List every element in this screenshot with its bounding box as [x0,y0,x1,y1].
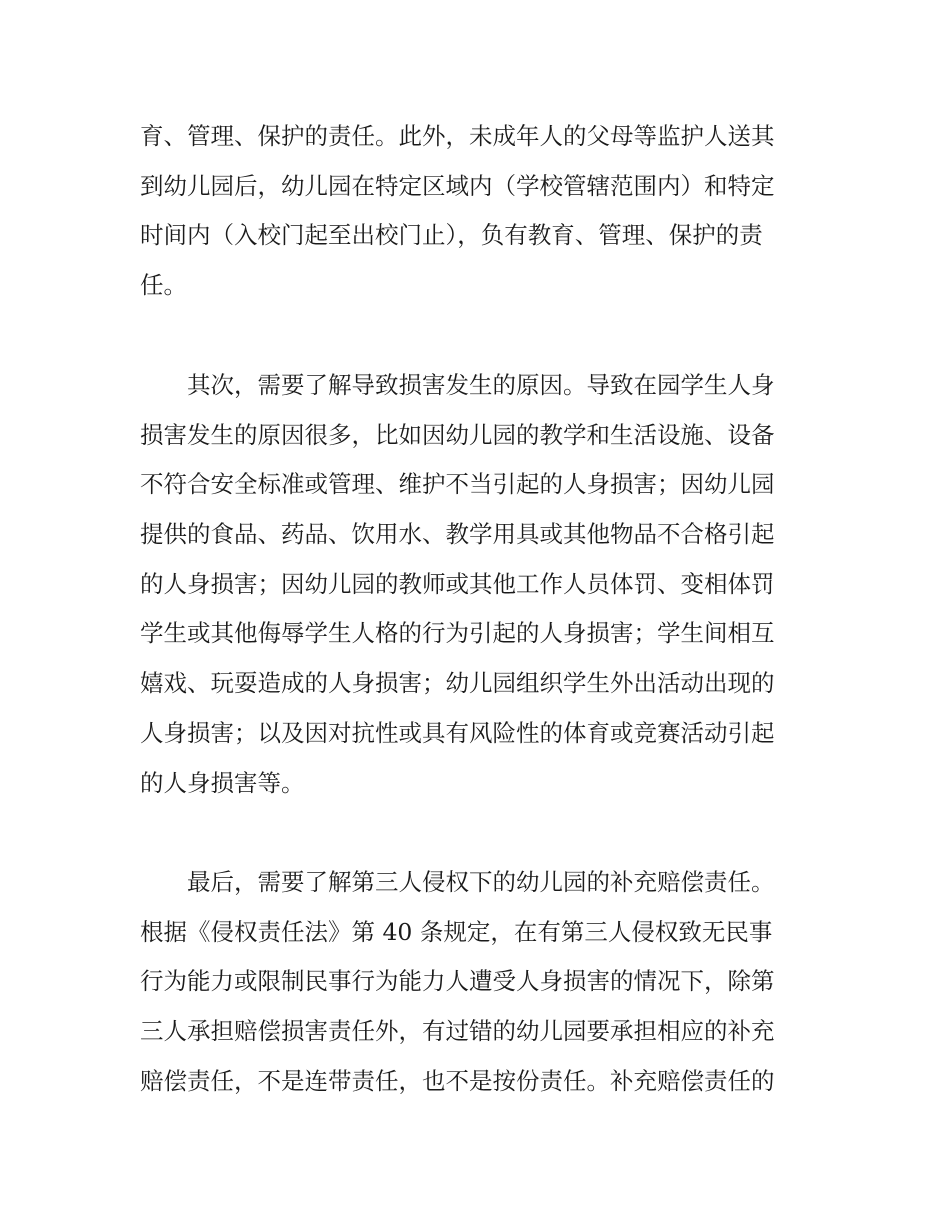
paragraph-guardianship-duty [140,112,820,311]
text-line: 三人承担赔偿损害责任外，有过错的幼儿园要承担相应的补充 [140,1017,775,1046]
text-line: 最后，需要了解第三人侵权下的幼儿园的补充赔偿责任。 [140,868,775,896]
text-line: 赔偿责任，不是连带责任，也不是按份责任。补充赔偿责任的 [140,1066,775,1095]
text-line: 时间内（入校门起至出校门止），负有教育、管理、保护的责 [140,221,763,250]
text-line: 提供的食品、药品、饮用水、教学用具或其他物品不合格引起 [140,520,775,549]
text-line: 任。 [140,271,187,300]
text-line: 到幼儿园后，幼儿园在特定区域内（学校管辖范围内）和特定 [140,171,775,200]
text-line: 人身损害；以及因对抗性或具有风险性的体育或竞赛活动引起 [140,718,775,747]
text-line: 育、管理、保护的责任。此外，未成年人的父母等监护人送其 [140,122,775,150]
text-line: 的人身损害等。 [140,768,305,797]
text-line: 损害发生的原因很多，比如因幼儿园的教学和生活设施、设备 [140,420,775,449]
text-line: 嬉戏、玩耍造成的人身损害；幼儿园组织学生外出活动出现的 [140,669,775,698]
text-line: 其次，需要了解导致损害发生的原因。导致在园学生人身 [140,371,775,399]
text-line: 不符合安全标准或管理、维护不当引起的人身损害；因幼儿园 [140,470,775,499]
paragraph-supplementary-liability [140,858,820,1106]
text-line: 的人身损害；因幼儿园的教师或其他工作人员体罚、变相体罚 [140,569,775,598]
text-line: 学生或其他侮辱学生人格的行为引起的人身损害；学生间相互 [140,619,775,648]
text-line: 根据《侵权责任法》第 40 条规定，在有第三人侵权致无民事 [140,917,773,946]
text-line: 行为能力或限制民事行为能力人遭受人身损害的情况下，除第 [140,967,775,996]
paragraph-injury-causes [140,361,820,808]
